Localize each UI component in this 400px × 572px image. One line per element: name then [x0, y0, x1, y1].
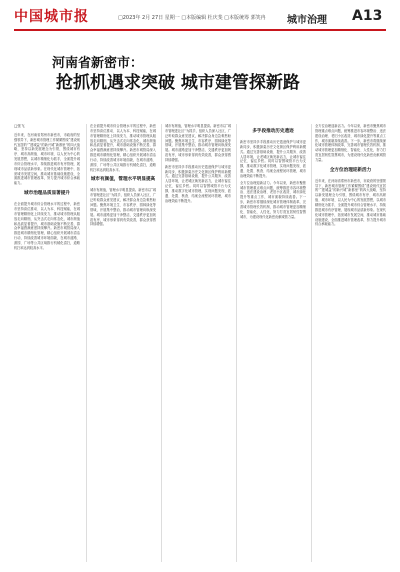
column-text: 城市有颜值，管理水平明显提高。新密市以“城市管理进社区”为抓手，组织人员深入社区，广泛听取群众意见建议，解决群众身边急难愁盼问题。聚焦环境卫生、市容秩序、园林绿化等领域，开展集中整治，推动城市管理向纵深发展。城市道路更加干净整洁，交通秩序更加规范有序，城市形象得到有效改善，群众获得感持续增强。: [90, 188, 156, 227]
subhead: 多手段推动历史遗迹: [252, 129, 294, 134]
subhead: 城市治理品质显著提升: [24, 191, 70, 197]
column-text: 新密市坚持多手段推动历史遗迹保护与城市更新同步，积极探索历史文化街区保护利用新模式。通过完善基础设施、提升公共服务、改善人居环境，让老城区焕发新活力，让城市留住记忆、留住乡愁。同时以智慧城管平台为支撑，推动数字化城市管理，实现问题发现、派遣、处置、核查、结案全流程闭环管理，城市治理效能不断提升。: [240, 140, 306, 178]
issue-meta: □2023年 2月 27日 星期一 □本版编辑 杜庆斐 □本版统筹 郭笑冉: [118, 15, 266, 21]
article-column-5: [315, 124, 386, 562]
headline: 抢抓机遇求突破 城市建管探新路: [56, 73, 300, 93]
column-divider: [161, 124, 162, 562]
section-title: 城市治理: [287, 15, 327, 26]
article-column-3: [165, 124, 231, 562]
article-column-2: [90, 124, 156, 562]
byline: □张飞: [14, 124, 25, 128]
column-text: 城市有颜值，管理水平明显提高。新密市以“城市管理进社区”为抓手，组织人员深入社区，广泛听取群众意见建议，解决群众身边急难愁盼问题。聚焦环境卫生、市容秩序、园林绿化等领域，开展集中整治，推动城市管理向纵深发展。城市道路更加干净整洁，交通秩序更加规范有序，城市形象得到有效改善，群众获得感持续增强。: [165, 124, 231, 162]
headline-kicker: 河南省新密市：: [52, 56, 144, 71]
column-text: 近年来，在河南省郑州市新密市，市政府的坚强领导下，新密城市管理工作紧紧围绕“建设现代宜居的”“建城益”的新兴城“新都里”的四大战略，坚持以新发展理念为引领，围绕城市有序、城市高颜值、城市环境、以人民为中心的发展思想，以城市精细化为抓手，全面提升城市综合管理水平，持续推进城市有序管理，展现城市品质新形象。在现代化城市管理中，拓宽城市发展空间，推动城市基础设施建设，全面推进城市管理改革，努力提升城市综合承载能力。: [315, 178, 386, 227]
subhead: 城市有颜值，管理水平明显提高: [90, 177, 156, 183]
column-text: 全方位治理迎新活力。今年以来，新密市聚焦城市管理重点难点问题，统筹推进市容环境整治、违法建设治理、老旧小区改造、城市绿化提升等重点工作，城市面貌持续改善。下一步，新密市将继续深化城市管理体制改革，完善城市管理长效机制，推动城市管理更加精细化、智能化、人性化，努力打造宜居韧性智慧城市，为建设现代化新密贡献城管力量。: [315, 124, 386, 162]
column-divider: [311, 124, 312, 562]
column-divider: [86, 124, 87, 562]
page-number: A13: [352, 8, 383, 24]
column-text: 近年来，在河南省郑州市新密市，市政府的坚强领导下，新密城市管理工作紧紧围绕“建设现代宜居的”“建城益”的新兴城“新都里”的四大战略，坚持以新发展理念为引领，围绕城市有序、城市高颜值、城市环境、以人民为中心的发展思想，以城市精细化为抓手，全面提升城市综合管理水平，持续推进城市有序管理，展现城市品质新形象。在现代化城市管理中，拓宽城市发展空间，推动城市基础设施建设，全面推进城市管理改革，努力提升城市综合承载能力。: [14, 132, 80, 186]
subhead: 全方位治理迎新活力: [329, 167, 372, 173]
column-text: 全方位治理迎新活力。今年以来，新密市聚焦城市管理重点难点问题，统筹推进市容环境整治、违法建设治理、老旧小区改造、城市绿化提升等重点工作，城市面貌持续改善。下一步，新密市将继续深化城市管理体制改革，完善城市管理长效机制，推动城市管理更加精细化、智能化、人性化，努力打造宜居韧性智慧城市，为建设现代化新密贡献城管力量。: [240, 180, 306, 219]
column-text: 在全面提升城市综合管理水平的过程中，新密市坚持高位推动、以人为本、科技赋能，在城市管理精细化上持续发力，推动城市管理从粗放走向精细，从突击式走向常态化，城市颜值和品质显著提升，城市基础设施不断完善，群众幸福感满意度持续攀升。新密市城管局深入推进城市精细化管理，精心组织开展城市清洁行动，持续改善城市环境面貌，在城市道路、游园、广场等公共区域推行机械化清扫，道路机扫率达到较高水平。: [14, 202, 80, 250]
newspaper-logo: 中国城市报: [14, 9, 89, 25]
column-text: 新密市坚持多手段推动历史遗迹保护与城市更新同步，积极探索历史文化街区保护利用新模式。通过完善基础设施、提升公共服务、改善人居环境，让老城区焕发新活力，让城市留住记忆、留住乡愁。同时以智慧城管平台为支撑，推动数字化城市管理，实现问题发现、派遣、处置、核查、结案全流程闭环管理，城市治理效能不断提升。: [165, 164, 231, 203]
column-text: 在全面提升城市综合管理水平的过程中，新密市坚持高位推动、以人为本、科技赋能，在城市管理精细化上持续发力，推动城市管理从粗放走向精细，从突击式走向常态化，城市颜值和品质显著提升，城市基础设施不断完善，群众幸福感满意度持续攀升。新密市城管局深入推进城市精细化管理，精心组织开展城市清洁行动，持续改善城市环境面貌，在城市道路、游园、广场等公共区域推行机械化清扫，道路机扫率达到较高水平。: [90, 124, 156, 172]
masthead: [0, 0, 400, 30]
article-column-1: [14, 124, 80, 562]
column-divider: [236, 124, 237, 562]
article-column-4: [240, 124, 306, 562]
masthead-rule: [14, 29, 386, 31]
